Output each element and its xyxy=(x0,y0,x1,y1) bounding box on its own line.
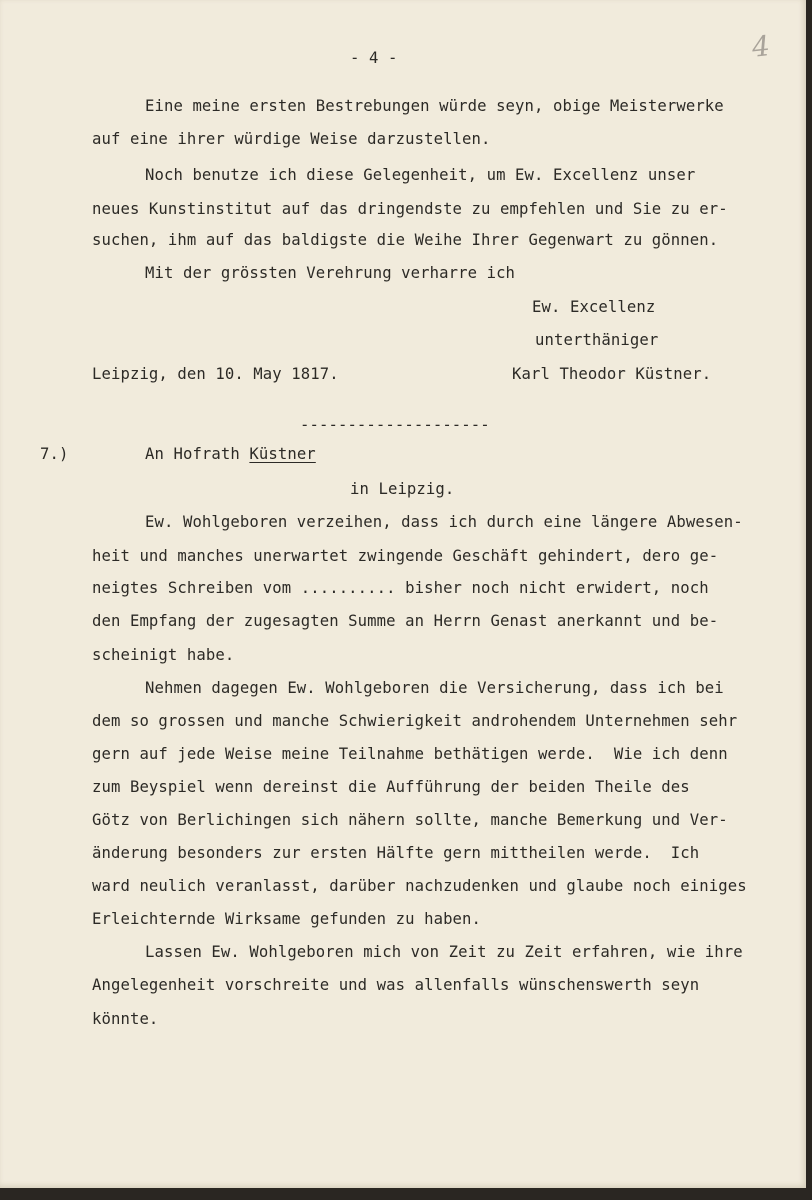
text-line: auf eine ihrer würdige Weise darzustellen. xyxy=(92,130,491,148)
closing-salutation: Ew. Excellenz xyxy=(532,298,656,316)
text-line: scheinigt habe. xyxy=(92,646,235,664)
text-line: Angelegenheit vorschreite und was allenfalls wünschenswerth seyn xyxy=(92,976,700,994)
signature: Karl Theodor Küstner. xyxy=(512,365,712,383)
text-line: Lassen Ew. Wohlgeboren mich von Zeit zu Zeit erfahren, wie ihre xyxy=(145,943,743,961)
text-line: Nehmen dagegen Ew. Wohlgeboren die Versicherung, dass ich bei xyxy=(145,679,724,697)
text-line: neigtes Schreiben vom .......... bisher noch nicht erwidert, noch xyxy=(92,579,709,597)
text-line: suchen, ihm auf das baldigste die Weihe Ihrer Gegenwart zu gönnen. xyxy=(92,231,719,249)
text-line: ward neulich veranlasst, darüber nachzudenken und glaube noch einiges xyxy=(92,877,747,895)
text-line: änderung besonders zur ersten Hälfte gern mittheilen werde. Ich xyxy=(92,844,700,862)
text-line: Erleichternde Wirksame gefunden zu haben. xyxy=(92,910,482,928)
text-line: heit und manches unerwartet zwingende Geschäft gehindert, dero ge- xyxy=(92,547,719,565)
letter-address xyxy=(145,444,316,464)
place-date: Leipzig, den 10. May 1817. xyxy=(92,365,339,383)
folio-mark: 4 xyxy=(750,29,772,64)
page-number: - 4 - xyxy=(350,49,398,67)
text-line: könnte. xyxy=(92,1010,159,1028)
text-line: neues Kunstinstitut auf das dringendste zu empfehlen und Sie zu er- xyxy=(92,200,728,218)
closing-title: unterthäniger xyxy=(535,331,659,349)
text-line: zum Beyspiel wenn dereinst die Aufführung der beiden Theile des xyxy=(92,778,690,796)
text-line: gern auf jede Weise meine Teilnahme bethätigen werde. Wie ich denn xyxy=(92,745,728,763)
section-separator: -------------------- xyxy=(300,416,490,434)
text-line: Mit der grössten Verehrung verharre ich xyxy=(145,264,516,282)
letter-location: in Leipzig. xyxy=(350,480,455,498)
address-prefix: An Hofrath xyxy=(145,445,250,463)
text-line: Götz von Berlichingen sich nähern sollte, manche Bemerkung und Ver- xyxy=(92,811,728,829)
text-line: Noch benutze ich diese Gelegenheit, um Ew. Excellenz unser xyxy=(145,166,696,184)
text-line: Ew. Wohlgeboren verzeihen, dass ich durch eine längere Abwesen- xyxy=(145,513,743,531)
text-line: den Empfang der zugesagten Summe an Herrn Genast anerkannt und be- xyxy=(92,612,719,630)
address-name: Küstner xyxy=(249,445,316,463)
text-line: Eine meine ersten Bestrebungen würde seyn, obige Meisterwerke xyxy=(145,97,724,115)
letter-number: 7.) xyxy=(40,445,69,463)
text-line: dem so grossen und manche Schwierigkeit androhendem Unternehmen sehr xyxy=(92,712,738,730)
